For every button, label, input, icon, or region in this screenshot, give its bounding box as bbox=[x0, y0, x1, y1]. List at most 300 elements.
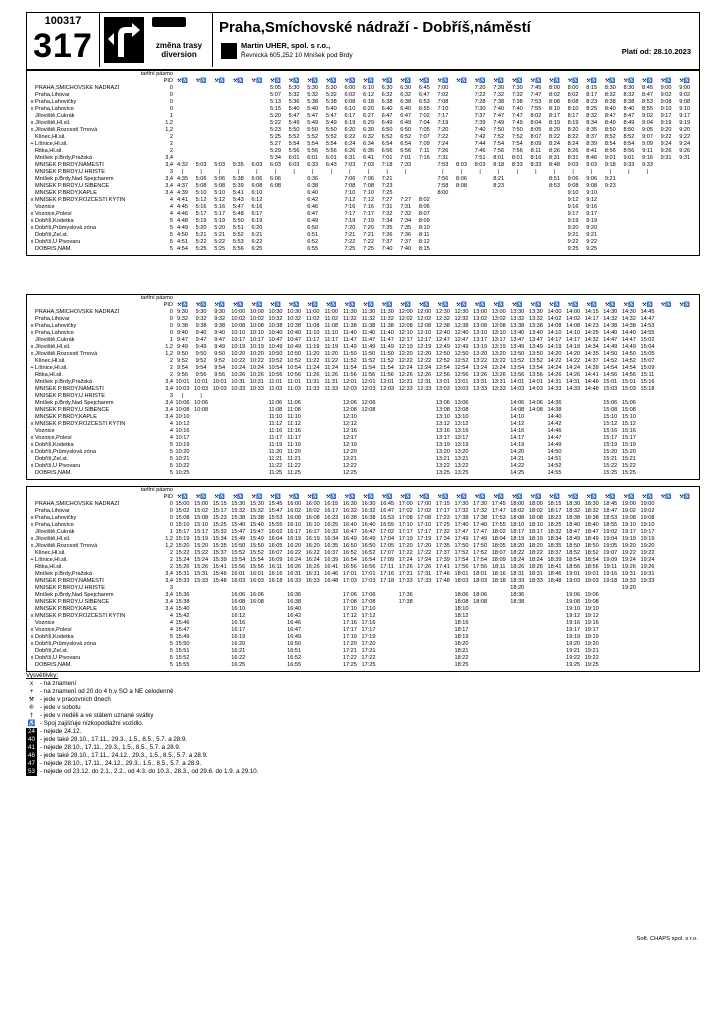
departure-time: 6:45 bbox=[418, 85, 430, 91]
departure-time: 5:27 bbox=[270, 141, 281, 147]
departure-time: 5:52 bbox=[232, 232, 244, 238]
tariff-zone: 5 bbox=[169, 442, 173, 448]
departure-time: 18:55 bbox=[603, 522, 618, 528]
departure-time: 6:22 bbox=[344, 134, 356, 140]
departure-time: 7:39 bbox=[474, 120, 486, 126]
departure-time: 17:38 bbox=[398, 599, 413, 605]
departure-time: 9:20 bbox=[567, 225, 579, 231]
tariff-zone: 4 bbox=[169, 627, 173, 633]
stop-name: Voznice bbox=[35, 428, 55, 434]
stop-request-mark: x bbox=[30, 323, 34, 329]
departure-time: 9:01 bbox=[604, 155, 616, 161]
departure-time: 7:40 bbox=[400, 246, 412, 252]
departure-time: 8:02 bbox=[567, 92, 579, 98]
departure-time: 10:26 bbox=[231, 372, 246, 378]
departure-time: 16:26 bbox=[305, 564, 320, 570]
service-symbol-icon: ⚒♿ bbox=[604, 302, 616, 308]
departure-time: 10:49 bbox=[287, 344, 302, 350]
departure-time: 15:38 bbox=[175, 599, 190, 605]
departure-time: 9:02 bbox=[642, 113, 653, 119]
departure-time: 9:52 bbox=[195, 358, 207, 364]
tariff-zone: 5 bbox=[169, 662, 173, 668]
departure-time: 14:20 bbox=[566, 351, 581, 357]
departure-time: 12:20 bbox=[417, 351, 432, 357]
departure-time: 13:19 bbox=[435, 442, 450, 448]
departure-time: 14:08 bbox=[566, 323, 581, 329]
tariff-zone: 3,4 bbox=[165, 176, 173, 182]
legend-item bbox=[26, 712, 698, 720]
departure-time: 9:06 bbox=[586, 176, 598, 182]
departure-time: 9:20 bbox=[586, 225, 598, 231]
departure-time: 12:30 bbox=[435, 309, 450, 315]
stop-request-mark: x bbox=[30, 536, 34, 542]
departure-time: 4:54 bbox=[177, 246, 188, 252]
departure-time: 17:16 bbox=[342, 620, 357, 626]
departure-time: 15:55 bbox=[268, 522, 283, 528]
departure-time: 13:10 bbox=[435, 414, 450, 420]
departure-time: 6:51 bbox=[307, 232, 319, 238]
departure-time: 16:25 bbox=[231, 662, 246, 668]
departure-time: 10:16 bbox=[175, 428, 190, 434]
departure-time: 15:22 bbox=[621, 463, 636, 469]
departure-time: 10:32 bbox=[268, 316, 283, 322]
departure-time: 10:30 bbox=[287, 309, 302, 315]
service-symbol-icon: ⚒♿ bbox=[288, 78, 300, 84]
departure-time: 15:18 bbox=[640, 386, 655, 392]
departure-time: 12:10 bbox=[417, 330, 432, 336]
departure-time: 11:19 bbox=[305, 344, 320, 350]
departure-time: 8:54 bbox=[604, 141, 616, 147]
departure-time: 17:30 bbox=[454, 501, 469, 507]
departure-time: 7:37 bbox=[381, 239, 393, 245]
stop-name: Mníšek p.Brdy,Pražská bbox=[35, 155, 93, 161]
departure-time: 5:38 bbox=[232, 176, 244, 182]
departure-time: 15:03 bbox=[621, 386, 636, 392]
departure-time: 15:46 bbox=[212, 571, 227, 577]
departure-time: 13:24 bbox=[491, 365, 506, 371]
departure-time: 7:37 bbox=[400, 239, 412, 245]
departure-time: 13:08 bbox=[435, 407, 450, 413]
departure-time: 17:01 bbox=[361, 571, 376, 577]
departure-time: 18:54 bbox=[584, 557, 599, 563]
diversion-box bbox=[100, 13, 213, 67]
service-symbol-icon: ⚒♿ bbox=[567, 78, 579, 84]
carrier-name: Martin UHER, spol. s r.o., bbox=[241, 41, 331, 50]
departure-time: 11:03 bbox=[268, 386, 283, 392]
departure-time: 11:19 bbox=[324, 344, 339, 350]
departure-time: 11:31 bbox=[324, 379, 339, 385]
tariff-zone: 1,2 bbox=[165, 120, 173, 126]
departure-time: 16:19 bbox=[305, 536, 320, 542]
departure-time: 6:50 bbox=[307, 225, 319, 231]
departure-time: 18:45 bbox=[603, 501, 618, 507]
departure-time: 15:25 bbox=[212, 522, 227, 528]
departure-time: 15:32 bbox=[212, 529, 227, 535]
service-symbol-icon: ⚒♿ bbox=[363, 302, 374, 308]
departure-time: 7:47 bbox=[530, 92, 542, 98]
departure-time: 16:07 bbox=[268, 550, 283, 556]
departure-time: 5:51 bbox=[232, 225, 244, 231]
departure-time: 16:18 bbox=[268, 578, 283, 584]
departure-time: 5:36 bbox=[288, 99, 300, 105]
departure-time: 6:08 bbox=[251, 183, 263, 189]
departure-time: 10:25 bbox=[175, 470, 190, 476]
departure-time: 15:53 bbox=[268, 515, 283, 521]
departure-time: | bbox=[367, 169, 370, 175]
departure-time: 19:06 bbox=[566, 592, 581, 598]
departure-time: 13:20 bbox=[473, 351, 488, 357]
departure-time: 8:19 bbox=[549, 120, 560, 126]
stop-name: Mníšek p.Brdy,Nad Spejcharem bbox=[35, 400, 114, 406]
departure-time: 8:03 bbox=[456, 162, 467, 168]
departure-time: 19:09 bbox=[603, 557, 618, 563]
departure-time: 7:22 bbox=[474, 92, 486, 98]
departure-time: 12:16 bbox=[342, 428, 357, 434]
departure-time: 11:22 bbox=[268, 463, 283, 469]
departure-time: 14:20 bbox=[547, 351, 562, 357]
departure-time: 7:09 bbox=[418, 141, 430, 147]
departure-time: 14:17 bbox=[547, 337, 562, 343]
departure-time: 7:53 bbox=[530, 99, 542, 105]
service-symbol-icon: ⚒♿ bbox=[456, 302, 467, 308]
departure-time: 7:18 bbox=[381, 162, 393, 168]
departure-time: 6:38 bbox=[381, 99, 393, 105]
stop-request-mark: x bbox=[30, 543, 34, 549]
departure-time: 14:38 bbox=[603, 323, 618, 329]
departure-time: 18:36 bbox=[510, 592, 525, 598]
service-symbol-icon: ⚒♿ bbox=[530, 78, 542, 84]
departure-time: 15:10 bbox=[194, 522, 209, 528]
stop-request-mark: x bbox=[30, 330, 34, 336]
departure-time: 5:40 bbox=[307, 106, 319, 112]
legend-key: 46 bbox=[26, 752, 37, 760]
legend-item bbox=[26, 720, 698, 728]
departure-time: 16:38 bbox=[361, 515, 376, 521]
departure-time: 18:03 bbox=[454, 578, 469, 584]
table-row bbox=[27, 190, 699, 197]
legend-text: - nejede 28.10., 17.11., 24.12., 29.3., 1.5., 8.5., 5.7. a 28.9. bbox=[40, 760, 202, 767]
departure-time: 7:37 bbox=[474, 113, 486, 119]
departure-time: 14:55 bbox=[640, 330, 655, 336]
departure-time: 18:20 bbox=[510, 543, 525, 549]
departure-time: 12:49 bbox=[435, 344, 450, 350]
service-symbol-icon: ⚒♿ bbox=[642, 78, 653, 84]
departure-time: 18:50 bbox=[584, 543, 599, 549]
departure-time: 15:06 bbox=[603, 400, 618, 406]
departure-time: 11:54 bbox=[380, 365, 394, 371]
departure-time: 6:52 bbox=[307, 239, 319, 245]
legend-title: Vysvětlivky: bbox=[26, 672, 59, 679]
departure-time: 6:36 bbox=[307, 176, 319, 182]
stop-name: Dobříš,Žel.st. bbox=[35, 232, 69, 238]
departure-time: 18:19 bbox=[454, 634, 469, 640]
departure-time: 5:32 bbox=[288, 92, 300, 98]
departure-time: 8:02 bbox=[530, 113, 542, 119]
departure-time: 8:17 bbox=[549, 113, 560, 119]
departure-time: 10:08 bbox=[194, 407, 209, 413]
table-row bbox=[27, 648, 699, 655]
departure-time: 10:10 bbox=[249, 330, 264, 336]
stop-name: Praha,Lahovičky bbox=[35, 99, 77, 105]
table-row bbox=[27, 564, 699, 571]
departure-time: 8:07 bbox=[418, 211, 430, 217]
departure-time: 12:32 bbox=[454, 316, 469, 322]
stop-name: Jíloviště,Hl.sil. bbox=[35, 536, 71, 542]
departure-time: 15:35 bbox=[212, 543, 227, 549]
departure-time: 8:05 bbox=[530, 127, 542, 133]
departure-time: 16:10 bbox=[287, 522, 302, 528]
table-row bbox=[27, 155, 699, 162]
departure-time: 19:19 bbox=[584, 634, 599, 640]
departure-time: 15:56 bbox=[231, 564, 246, 570]
departure-time: 15:12 bbox=[603, 421, 618, 427]
departure-time: 15:47 bbox=[249, 529, 264, 535]
departure-time: 18:23 bbox=[547, 515, 562, 521]
departure-time: 5:53 bbox=[232, 239, 244, 245]
legend-key: † bbox=[29, 712, 34, 719]
departure-time: 8:24 bbox=[567, 141, 579, 147]
departure-time: 6:47 bbox=[418, 92, 430, 98]
departure-time: 11:12 bbox=[268, 421, 283, 427]
departure-time: 8:30 bbox=[623, 85, 635, 91]
service-symbol-icon: ⚒♿ bbox=[307, 494, 319, 500]
tariff-zone: 5 bbox=[169, 232, 173, 238]
departure-time: 18:05 bbox=[491, 543, 506, 549]
departure-time: 9:49 bbox=[195, 344, 207, 350]
departure-time: 13:02 bbox=[491, 316, 506, 322]
departure-time: 18:30 bbox=[584, 501, 599, 507]
legend-item bbox=[26, 736, 698, 744]
departure-time: 13:08 bbox=[473, 323, 488, 329]
departure-time: 18:38 bbox=[510, 599, 525, 605]
departure-time: 19:10 bbox=[640, 522, 655, 528]
departure-time: 8:41 bbox=[586, 148, 598, 154]
departure-time: 14:47 bbox=[640, 316, 655, 322]
table-row bbox=[27, 162, 699, 169]
departure-time: 11:25 bbox=[287, 470, 301, 476]
departure-time: 5:54 bbox=[325, 141, 337, 147]
departure-time: 4:49 bbox=[177, 225, 188, 231]
departure-time: 18:25 bbox=[547, 522, 562, 528]
departure-time: 17:02 bbox=[398, 508, 413, 514]
departure-time: 18:33 bbox=[528, 578, 543, 584]
departure-time: 15:56 bbox=[249, 564, 264, 570]
departure-time: 10:20 bbox=[231, 351, 246, 357]
departure-time: 15:17 bbox=[175, 529, 190, 535]
departure-time: 9:16 bbox=[567, 204, 579, 210]
departure-time: 8:46 bbox=[586, 155, 598, 161]
departure-time: 19:20 bbox=[621, 585, 636, 591]
departure-time: 13:16 bbox=[454, 428, 469, 434]
departure-time: 6:01 bbox=[325, 155, 337, 161]
departure-time: 6:38 bbox=[307, 183, 319, 189]
departure-time: 9:08 bbox=[679, 99, 691, 105]
tariff-zone: 4 bbox=[169, 197, 173, 203]
departure-time: 19:01 bbox=[566, 571, 581, 577]
departure-time: 11:26 bbox=[324, 372, 339, 378]
departure-time: 14:54 bbox=[621, 365, 636, 371]
service-symbol-icon: ⚒♿ bbox=[586, 302, 598, 308]
departure-time: 17:20 bbox=[342, 641, 357, 647]
departure-time: 9:08 bbox=[660, 99, 672, 105]
service-symbol-icon: ⚒♿ bbox=[307, 302, 319, 308]
departure-time: 10:19 bbox=[175, 442, 190, 448]
line-number-box bbox=[27, 13, 100, 67]
departure-time: 12:20 bbox=[398, 351, 413, 357]
service-symbol-icon: ⚒♿ bbox=[381, 302, 393, 308]
departure-time: 13:33 bbox=[473, 386, 488, 392]
departure-time: 12:40 bbox=[435, 330, 450, 336]
departure-time: 14:10 bbox=[547, 330, 562, 336]
legend-key: x bbox=[29, 680, 34, 687]
departure-time: 12:08 bbox=[398, 323, 413, 329]
licence-code: 100317 bbox=[44, 15, 82, 27]
departure-time: 5:17 bbox=[214, 211, 226, 217]
departure-time: 14:51 bbox=[547, 456, 562, 462]
departure-time: 15:54 bbox=[231, 557, 246, 563]
departure-time: | bbox=[516, 169, 519, 175]
departure-time: 18:39 bbox=[547, 557, 562, 563]
departure-time: 15:20 bbox=[175, 543, 190, 549]
departure-time: 6:22 bbox=[251, 239, 263, 245]
departure-time: 17:49 bbox=[473, 536, 488, 542]
departure-time: 7:20 bbox=[474, 85, 486, 91]
table-row bbox=[27, 557, 699, 564]
departure-time: 7:10 bbox=[344, 190, 356, 196]
departure-time: 11:01 bbox=[268, 379, 283, 385]
departure-time: 9:21 bbox=[567, 232, 579, 238]
departure-time: 14:17 bbox=[584, 316, 599, 322]
departure-time: 14:49 bbox=[621, 344, 636, 350]
departure-time: 6:41 bbox=[363, 155, 374, 161]
departure-time: 8:34 bbox=[586, 120, 598, 126]
departure-time: 12:31 bbox=[398, 379, 413, 385]
departure-time: 15:40 bbox=[175, 606, 190, 612]
departure-time: 7:31 bbox=[437, 155, 449, 161]
departure-time: 8:49 bbox=[623, 120, 635, 126]
stop-name: Dobříš,Žel.st. bbox=[35, 648, 69, 654]
departure-time: 9:30 bbox=[214, 309, 226, 315]
departure-time: 9:17 bbox=[679, 113, 691, 119]
departure-time: 9:52 bbox=[214, 358, 226, 364]
departure-time: 7:12 bbox=[344, 197, 356, 203]
departure-time: 19:19 bbox=[621, 536, 636, 542]
departure-time: 17:20 bbox=[417, 543, 432, 549]
departure-time: 17:22 bbox=[361, 655, 376, 661]
departure-time: 11:20 bbox=[324, 351, 339, 357]
departure-time: 9:50 bbox=[177, 351, 188, 357]
departure-time: 12:22 bbox=[417, 358, 432, 364]
departure-time: 6:25 bbox=[251, 246, 263, 252]
departure-time: 9:22 bbox=[660, 134, 672, 140]
departure-time: | bbox=[404, 169, 407, 175]
stop-name: Voznice,Polesí bbox=[35, 627, 72, 633]
departure-time: 17:00 bbox=[417, 501, 432, 507]
departure-time: 16:20 bbox=[231, 641, 246, 647]
departure-time: 15:52 bbox=[249, 550, 264, 556]
legend-item bbox=[26, 680, 698, 688]
service-symbol-icon: ⚒♿ bbox=[381, 494, 393, 500]
departure-time: 19:19 bbox=[566, 634, 581, 640]
departure-time: 14:01 bbox=[510, 379, 525, 385]
departure-time: 15:46 bbox=[175, 620, 190, 626]
departure-time: 5:22 bbox=[270, 120, 281, 126]
departure-time: 13:47 bbox=[528, 337, 543, 343]
table-row bbox=[27, 330, 699, 337]
departure-time: 7:20 bbox=[363, 225, 374, 231]
departure-time: 11:32 bbox=[380, 316, 394, 322]
departure-time: 14:22 bbox=[566, 358, 581, 364]
tariff-zone: 3,4 bbox=[165, 571, 173, 577]
table-row bbox=[27, 606, 699, 613]
tariff-zone: 5 bbox=[169, 246, 173, 252]
departure-time: 7:40 bbox=[511, 106, 523, 112]
departure-time: 5:54 bbox=[307, 141, 319, 147]
departure-time: 9:22 bbox=[679, 134, 691, 140]
departure-time: 19:21 bbox=[566, 648, 581, 654]
table-row bbox=[27, 379, 699, 386]
departure-time: 6:27 bbox=[363, 113, 374, 119]
tariff-zone: 1,2 bbox=[165, 536, 173, 542]
departure-time: 14:55 bbox=[547, 470, 562, 476]
departure-time: 13:12 bbox=[454, 421, 469, 427]
departure-time: 11:17 bbox=[287, 435, 301, 441]
departure-time: 17:23 bbox=[435, 515, 450, 521]
departure-time: 8:02 bbox=[418, 197, 430, 203]
table-row bbox=[27, 428, 699, 435]
departure-time: 18:17 bbox=[510, 529, 525, 535]
departure-time: 6:17 bbox=[344, 113, 356, 119]
departure-time: 18:16 bbox=[491, 571, 506, 577]
departure-time: 5:19 bbox=[214, 218, 226, 224]
departure-time: 16:22 bbox=[231, 655, 246, 661]
service-symbol-icon: ⚒♿ bbox=[270, 302, 281, 308]
table-row bbox=[27, 113, 699, 120]
departure-time: 5:50 bbox=[325, 127, 337, 133]
departure-time: 6:30 bbox=[363, 127, 374, 133]
departure-time: 19:16 bbox=[584, 620, 599, 626]
departure-time: 7:51 bbox=[474, 155, 486, 161]
table-row bbox=[27, 106, 699, 113]
departure-time: 7:50 bbox=[493, 127, 505, 133]
departure-time: 10:31 bbox=[231, 379, 246, 385]
departure-time: 8:01 bbox=[493, 155, 505, 161]
departure-time: 12:01 bbox=[361, 379, 376, 385]
departure-time: 15:22 bbox=[175, 550, 190, 556]
departure-time: 5:08 bbox=[214, 183, 226, 189]
departure-time: 11:20 bbox=[268, 449, 283, 455]
departure-time: 9:24 bbox=[660, 141, 672, 147]
departure-time: 9:01 bbox=[623, 155, 635, 161]
departure-time: 4:45 bbox=[177, 204, 188, 210]
service-symbol-icon: ⚒♿ bbox=[493, 302, 505, 308]
table-row bbox=[27, 141, 699, 148]
departure-time: 8:25 bbox=[586, 106, 598, 112]
departure-time: 11:17 bbox=[268, 435, 283, 441]
carrier-address: Řevnická 605,252 10 Mníšek pod Brdy bbox=[241, 52, 353, 59]
departure-time: 18:47 bbox=[603, 508, 618, 514]
departure-time: 14:38 bbox=[621, 323, 636, 329]
departure-time: 7:01 bbox=[400, 155, 412, 161]
departure-time: 10:50 bbox=[268, 351, 283, 357]
departure-time: 12:17 bbox=[417, 337, 432, 343]
departure-time: 9:10 bbox=[679, 106, 691, 112]
departure-time: 6:12 bbox=[363, 92, 374, 98]
departure-time: 10:26 bbox=[249, 372, 264, 378]
departure-time: 18:48 bbox=[547, 578, 562, 584]
legend-item bbox=[26, 744, 698, 752]
service-symbol-icon: ⚒♿ bbox=[660, 302, 672, 308]
